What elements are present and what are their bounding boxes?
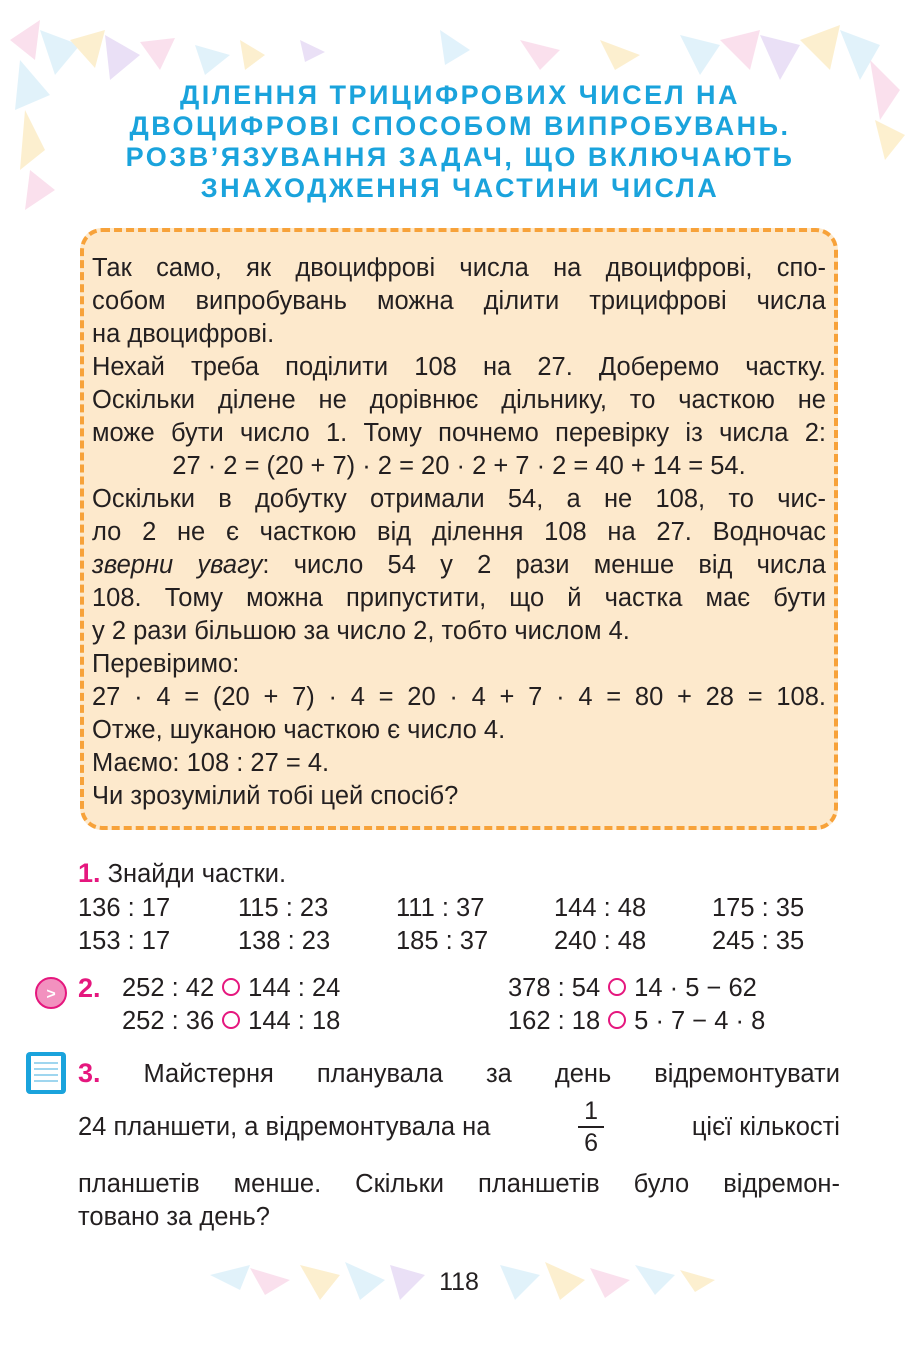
rule-line: Нехай треба поділити 108 на 27. Доберемо частку. <box>92 353 826 381</box>
expression: 144 : 18 <box>248 1007 341 1035</box>
expression: 175 : 35 <box>712 894 805 922</box>
rule-line: 27 · 2 = (20 + 7) · 2 = 20 · 2 + 7 · 2 = 40 + 14 = 54. <box>172 452 746 480</box>
rule-line: Отже, шуканою часткою є число 4. <box>92 716 506 744</box>
rule-line: на двоцифрові. <box>92 320 275 348</box>
expression: 240 : 48 <box>554 927 647 955</box>
problem-line <box>78 1058 840 1089</box>
comparison-row <box>122 1007 340 1036</box>
compare-circle[interactable] <box>222 1011 240 1029</box>
expression: 111 : 37 <box>396 894 485 922</box>
rule-line: Так само, як двоцифрові числа на двоцифрові, спо- <box>92 254 826 282</box>
expression: 252 : 36 <box>122 1007 215 1035</box>
rule-text <box>92 252 826 813</box>
fraction <box>578 1096 604 1158</box>
comparison-row <box>508 974 757 1003</box>
rule-line: Чи зрозумілий тобі цей спосіб? <box>92 782 459 810</box>
rule-line: ло 2 не є часткою від ділення 108 на 27. Водночас <box>92 518 826 546</box>
expression: 5 · 7 − 4 · 8 <box>634 1007 766 1035</box>
rule-line-rest: : число 54 у 2 рази менше від числа <box>262 551 826 579</box>
problem-line <box>78 1096 840 1158</box>
expression: 136 : 17 <box>78 894 171 922</box>
exercise-number: 3. <box>78 1058 101 1088</box>
emphasis-text: зверни увагу <box>92 551 263 579</box>
expression: 144 : 24 <box>248 974 341 1002</box>
comparison-row <box>508 1007 765 1036</box>
exercise-number: 2. <box>78 973 101 1003</box>
rule-line: Перевіримо: <box>92 650 240 678</box>
page-title <box>60 80 860 204</box>
expression: 245 : 35 <box>712 927 805 955</box>
compare-circle[interactable] <box>222 978 240 996</box>
problem-line: планшетів менше. Скільки планшетів було відремон- <box>78 1170 840 1198</box>
problem-text: цієї кількості <box>691 1112 840 1141</box>
compare-circle[interactable] <box>608 1011 626 1029</box>
rule-line: Оскільки в добутку отримали 54, а не 108, то чис- <box>92 485 826 513</box>
expression: 162 : 18 <box>508 1007 601 1035</box>
exercise-task: Знайди частки. <box>107 860 287 888</box>
expression: 185 : 37 <box>396 927 489 955</box>
expression: 153 : 17 <box>78 927 171 955</box>
exercise-1-heading <box>78 858 286 889</box>
title-line: ДІЛЕННЯ ТРИЦИФРОВИХ ЧИСЕЛ НА <box>179 80 741 110</box>
problem-text: 24 планшети, а відремонтувала на <box>78 1112 491 1141</box>
problem-line: товано за день? <box>78 1203 270 1231</box>
rule-line: Маємо: 108 : 27 = 4. <box>92 749 330 777</box>
svg-text:>: > <box>46 986 56 1003</box>
rule-line: 108. Тому можна припустити, що й частка має бути <box>92 584 826 612</box>
expression: 144 : 48 <box>554 894 647 922</box>
title-line: ЗНАХОДЖЕННЯ ЧАСТИНИ ЧИСЛА <box>200 173 720 203</box>
expression: 14 · 5 − 62 <box>634 974 757 1002</box>
exercise-number: 1. <box>78 858 101 888</box>
expression: 115 : 23 <box>238 894 329 922</box>
exercise-1-grid <box>78 892 804 958</box>
rule-line: Оскільки ділене не дорівнює дільнику, то часткою не <box>92 386 826 414</box>
page-number: 118 <box>439 1268 479 1296</box>
rule-line: у 2 рази більшою за число 2, тобто числом 4. <box>92 617 630 645</box>
problem-text: Майстерня планувала за день відремонтувати <box>143 1060 840 1088</box>
compare-circle[interactable] <box>608 978 626 996</box>
rule-line: 27 · 4 = (20 + 7) · 4 = 20 · 4 + 7 · 4 = 80 + 28 = 108. <box>92 683 826 711</box>
fraction-denominator: 6 <box>578 1126 604 1158</box>
comparison-row <box>122 974 340 1003</box>
expression-row <box>78 892 804 925</box>
expression: 138 : 23 <box>238 927 331 955</box>
rule-line: може бути число 1. Тому почнемо перевірку із числа 2: <box>92 419 826 447</box>
expression: 252 : 42 <box>122 974 215 1002</box>
title-line: ДВОЦИФРОВІ СПОСОБОМ ВИПРОБУВАНЬ. <box>129 111 791 141</box>
expression: 378 : 54 <box>508 974 601 1002</box>
compare-icon <box>34 976 68 1010</box>
expression-row <box>78 925 804 958</box>
fraction-numerator: 1 <box>584 1097 599 1125</box>
title-line: РОЗВ’ЯЗУВАННЯ ЗАДАЧ, ЩО ВКЛЮЧАЮТЬ <box>125 142 795 172</box>
rule-line <box>92 549 826 582</box>
notebook-icon <box>24 1050 68 1096</box>
rule-line: собом випробувань можна ділити трицифрові числа <box>92 287 826 315</box>
